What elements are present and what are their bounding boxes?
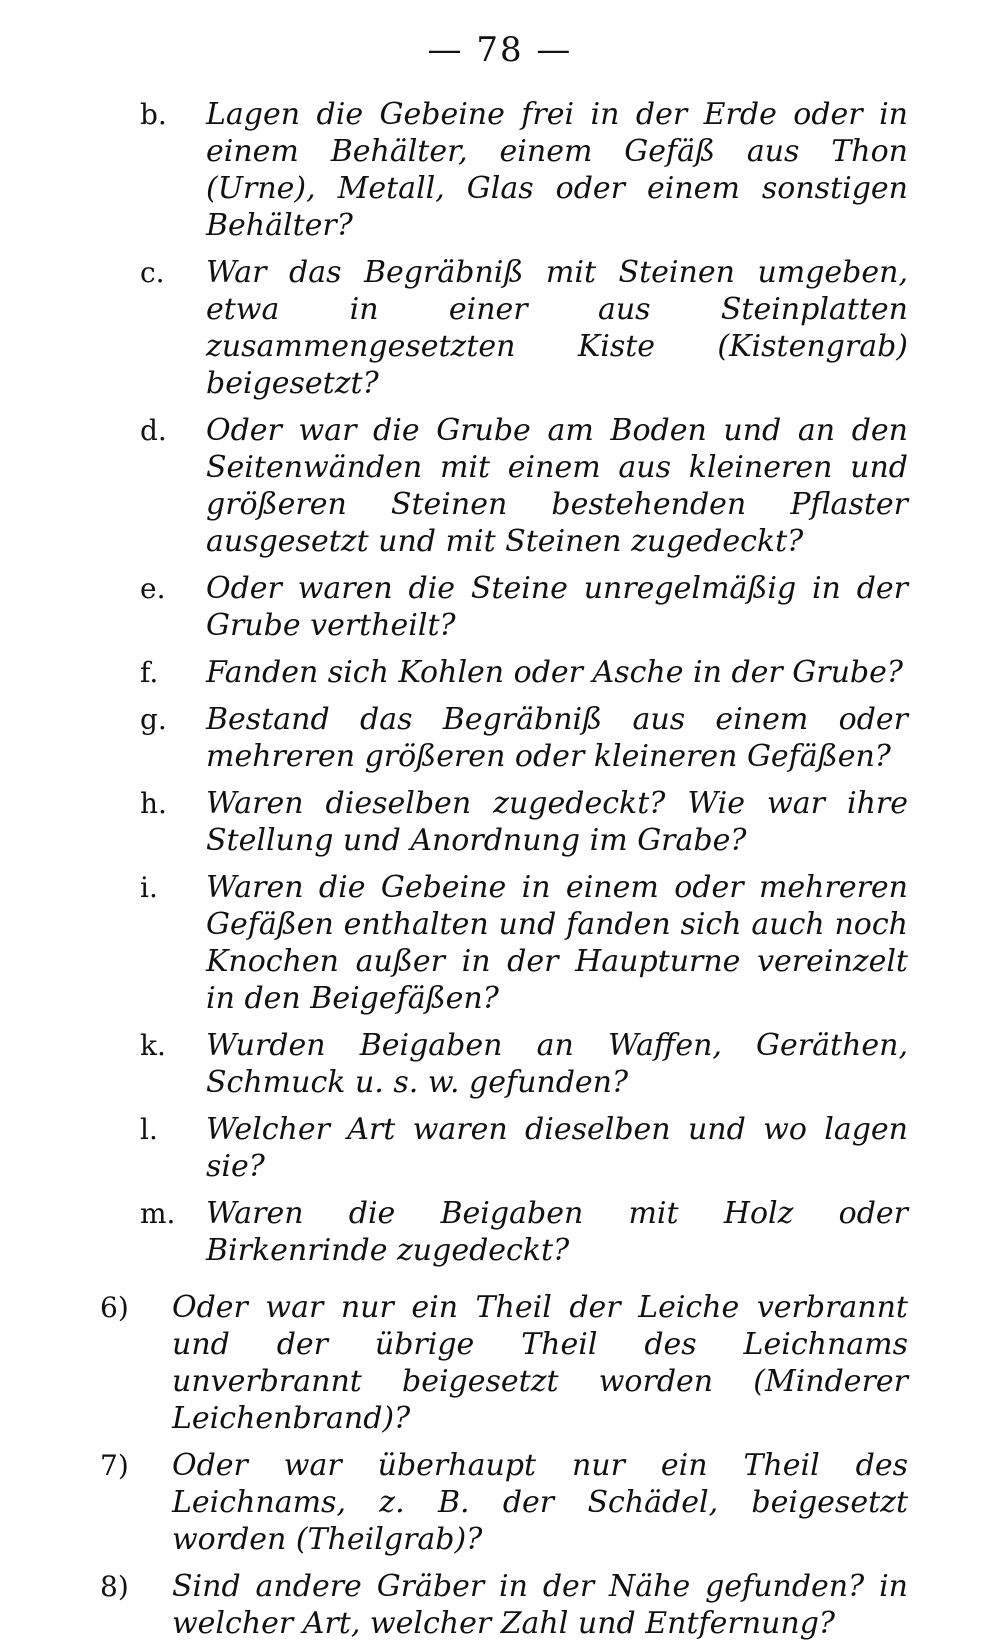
- item-text: Bestand das Begräbniß aus einem oder mehreren größeren oder kleineren Gefäßen?: [206, 702, 908, 774]
- question-m: [0, 1195, 1000, 1269]
- item-text: Oder war die Grube am Boden und an den Seitenwänden mit einem aus kleineren und größeren Steinen bestehenden Pflaster ausgesetzt und mit Steinen zugedeckt?: [206, 413, 908, 559]
- page-number: — 78 —: [427, 30, 573, 70]
- item-marker: g.: [140, 703, 167, 736]
- question-e: [0, 570, 1000, 644]
- item-text: War das Begräbniß mit Steinen umgeben, etwa in einer aus Steinplatten zusammengesetzten Kiste (Kistengrab) beigesetzt?: [206, 255, 908, 401]
- item-text: Oder war überhaupt nur ein Theil des Leichnams, z. B. der Schädel, beigesetzt worden (Theilgrab)?: [172, 1448, 908, 1557]
- question-l: [0, 1111, 1000, 1185]
- question-h: [0, 785, 1000, 859]
- page-content: [0, 96, 1000, 1642]
- question-b: [0, 96, 1000, 244]
- item-marker: m.: [140, 1197, 176, 1230]
- item-marker: b.: [140, 98, 167, 131]
- item-marker: l.: [140, 1113, 158, 1146]
- item-text: Waren die Beigaben mit Holz oder Birkenrinde zugedeckt?: [206, 1196, 908, 1268]
- item-text: Fanden sich Kohlen oder Asche in der Grube?: [206, 655, 903, 690]
- question-6: [0, 1289, 1000, 1437]
- item-text: Welcher Art waren dieselben und wo lagen sie?: [206, 1112, 908, 1184]
- item-marker: i.: [140, 871, 158, 904]
- item-text: Waren dieselben zugedeckt? Wie war ihre Stellung und Anordnung im Grabe?: [206, 786, 908, 858]
- question-k: [0, 1027, 1000, 1101]
- question-g: [0, 701, 1000, 775]
- item-text: Wurden Beigaben an Waffen, Geräthen, Schmuck u. s. w. gefunden?: [206, 1028, 908, 1100]
- item-marker: h.: [140, 787, 167, 820]
- question-c: [0, 254, 1000, 402]
- item-marker: 8): [100, 1570, 129, 1603]
- item-marker: c.: [140, 256, 165, 289]
- item-text: Oder waren die Steine unregelmäßig in der Grube vertheilt?: [206, 571, 908, 643]
- question-f: [0, 654, 1000, 691]
- item-marker: k.: [140, 1029, 166, 1062]
- item-text: Sind andere Gräber in der Nähe gefunden? in welcher Art, welcher Zahl und Entfernung?: [172, 1569, 908, 1641]
- question-7: [0, 1447, 1000, 1558]
- item-text: Oder war nur ein Theil der Leiche verbrannt und der übrige Theil des Leichnams unverbrannt beigesetzt worden (Minderer Leichenbrand)?: [172, 1290, 908, 1436]
- item-marker: e.: [140, 572, 166, 605]
- question-d: [0, 412, 1000, 560]
- question-i: [0, 869, 1000, 1017]
- item-text: Lagen die Gebeine frei in der Erde oder in einem Behälter, einem Gefäß aus Thon (Urne), Metall, Glas oder einem sonstigen Behälter?: [206, 97, 908, 243]
- item-marker: d.: [140, 414, 167, 447]
- question-8: [0, 1568, 1000, 1642]
- item-marker: f.: [140, 656, 159, 689]
- item-text: Waren die Gebeine in einem oder mehreren Gefäßen enthalten und fanden sich auch noch Knochen außer in der Haupturne vereinzelt in den Beigefäßen?: [206, 870, 908, 1016]
- item-marker: 6): [100, 1291, 129, 1324]
- item-marker: 7): [100, 1449, 129, 1482]
